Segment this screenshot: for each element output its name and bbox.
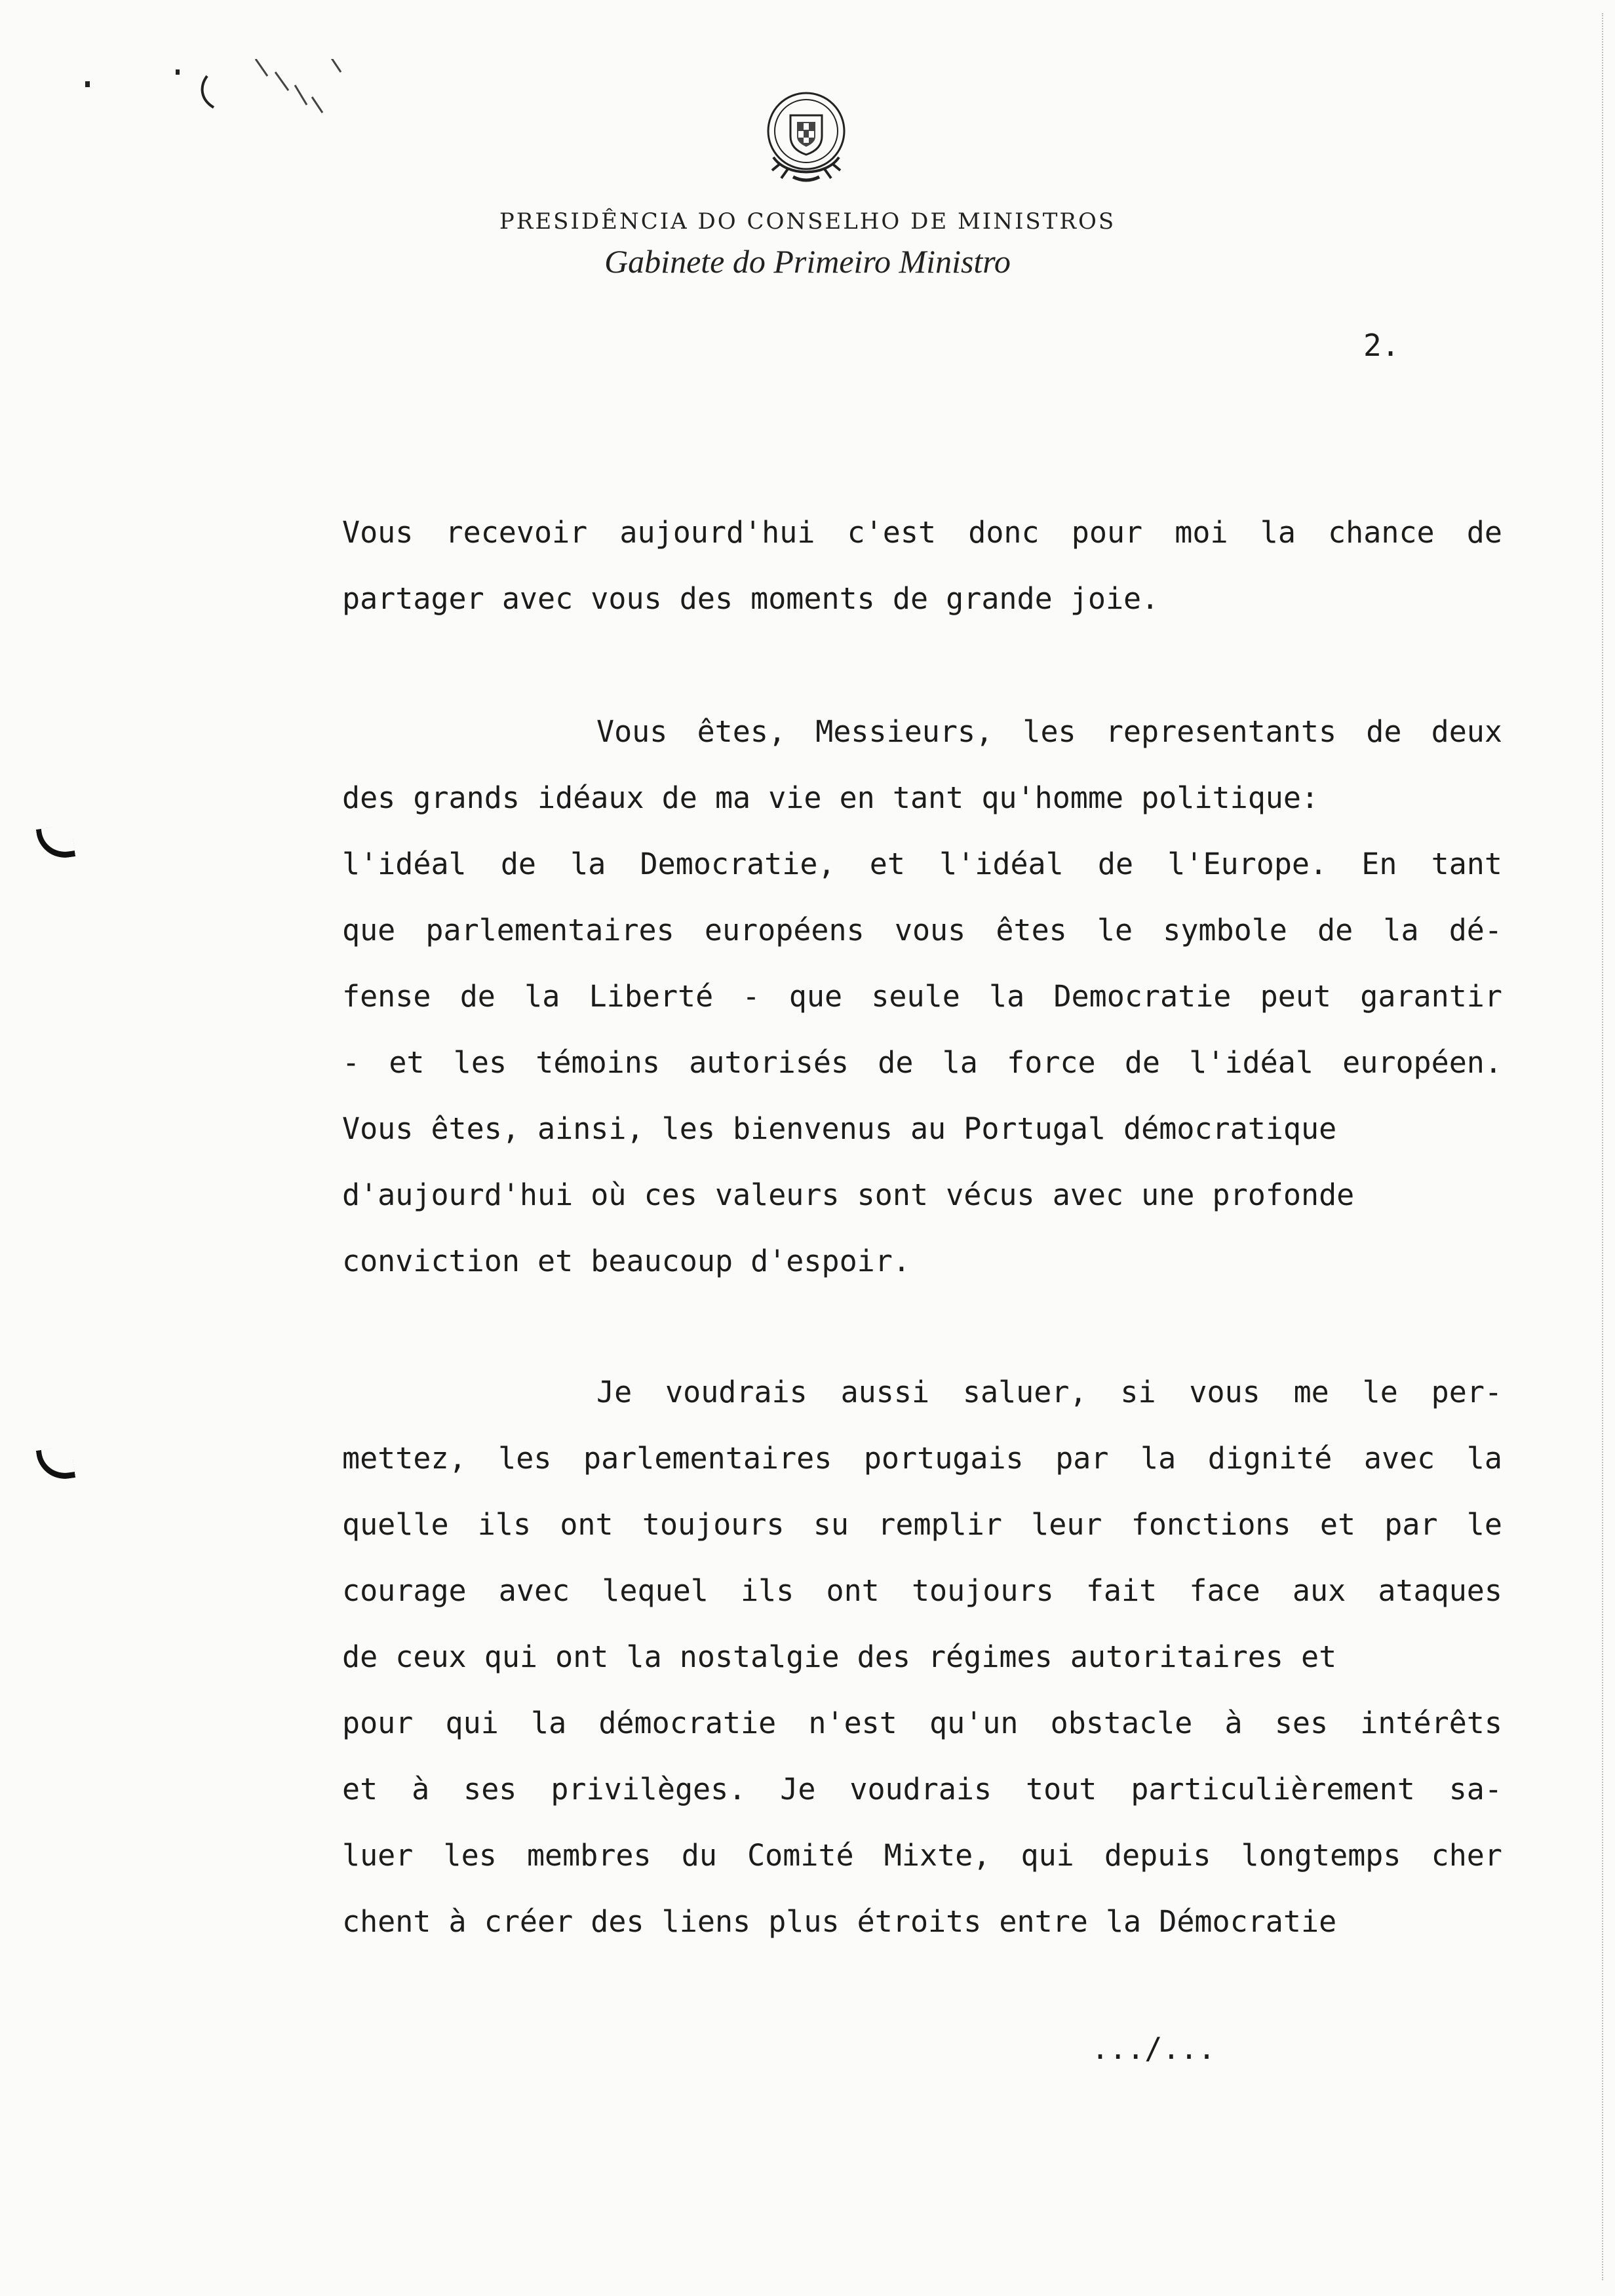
continuation-marker: .../... xyxy=(1091,2031,1216,2066)
portuguese-coat-of-arms-icon xyxy=(747,79,865,197)
text-line: mettez, les parlementaires portugais par la dignité avec la xyxy=(342,1441,1502,1476)
office-subtitle: Gabinete do Primeiro Ministro xyxy=(604,243,1011,280)
text-line: Vous recevoir aujourd'hui c'est donc pour moi la chance de xyxy=(342,515,1502,550)
text-line: Vous êtes, Messieurs, les representants de deux xyxy=(596,714,1502,749)
text-line: d'aujourd'hui où ces valeurs sont vécus avec une profonde xyxy=(342,1177,1355,1212)
text-line: pour qui la démocratie n'est qu'un obstacle à ses intérêts xyxy=(342,1706,1502,1740)
text-line: Je voudrais aussi saluer, si vous me le per- xyxy=(596,1375,1502,1409)
text-line: conviction et beaucoup d'espoir. xyxy=(342,1244,910,1278)
scan-marks-icon xyxy=(79,59,354,131)
page-number: 2. xyxy=(1363,328,1400,363)
text-line: luer les membres du Comité Mixte, qui depuis longtemps cher xyxy=(342,1838,1502,1873)
institution-title: PRESIDÊNCIA DO CONSELHO DE MINISTROS xyxy=(499,208,1116,235)
text-line: et à ses privilèges. Je voudrais tout particulièrement sa- xyxy=(342,1772,1502,1807)
text-line: chent à créer des liens plus étroits entre la Démocratie xyxy=(342,1904,1337,1939)
text-line: partager avec vous des moments de grande joie. xyxy=(342,581,1159,616)
punch-hole-mark-icon xyxy=(36,824,75,861)
paragraph-2 xyxy=(342,698,1502,1294)
text-line: courage avec lequel ils ont toujours fait face aux ataques xyxy=(342,1573,1502,1608)
text-line: quelle ils ont toujours su remplir leur fonctions et par le xyxy=(342,1507,1502,1542)
text-line: que parlementaires européens vous êtes le symbole de la dé- xyxy=(342,913,1502,947)
scan-edge xyxy=(1602,13,1603,2280)
text-line: Vous êtes, ainsi, les bienvenus au Portugal démocratique xyxy=(342,1111,1337,1146)
text-line: l'idéal de la Democratie, et l'idéal de l'Europe. En tant xyxy=(342,847,1502,881)
text-line: - et les témoins autorisés de la force de l'idéal européen. xyxy=(342,1045,1502,1080)
paragraph-1 xyxy=(342,499,1502,632)
text-line: des grands idéaux de ma vie en tant qu'homme politique: xyxy=(342,780,1319,815)
text-line: fense de la Liberté - que seule la Democratie peut garantir xyxy=(342,979,1502,1014)
text-line: de ceux qui ont la nostalgie des régimes autoritaires et xyxy=(342,1639,1337,1674)
punch-hole-mark-icon xyxy=(36,1445,75,1482)
paragraph-3 xyxy=(342,1359,1502,1955)
